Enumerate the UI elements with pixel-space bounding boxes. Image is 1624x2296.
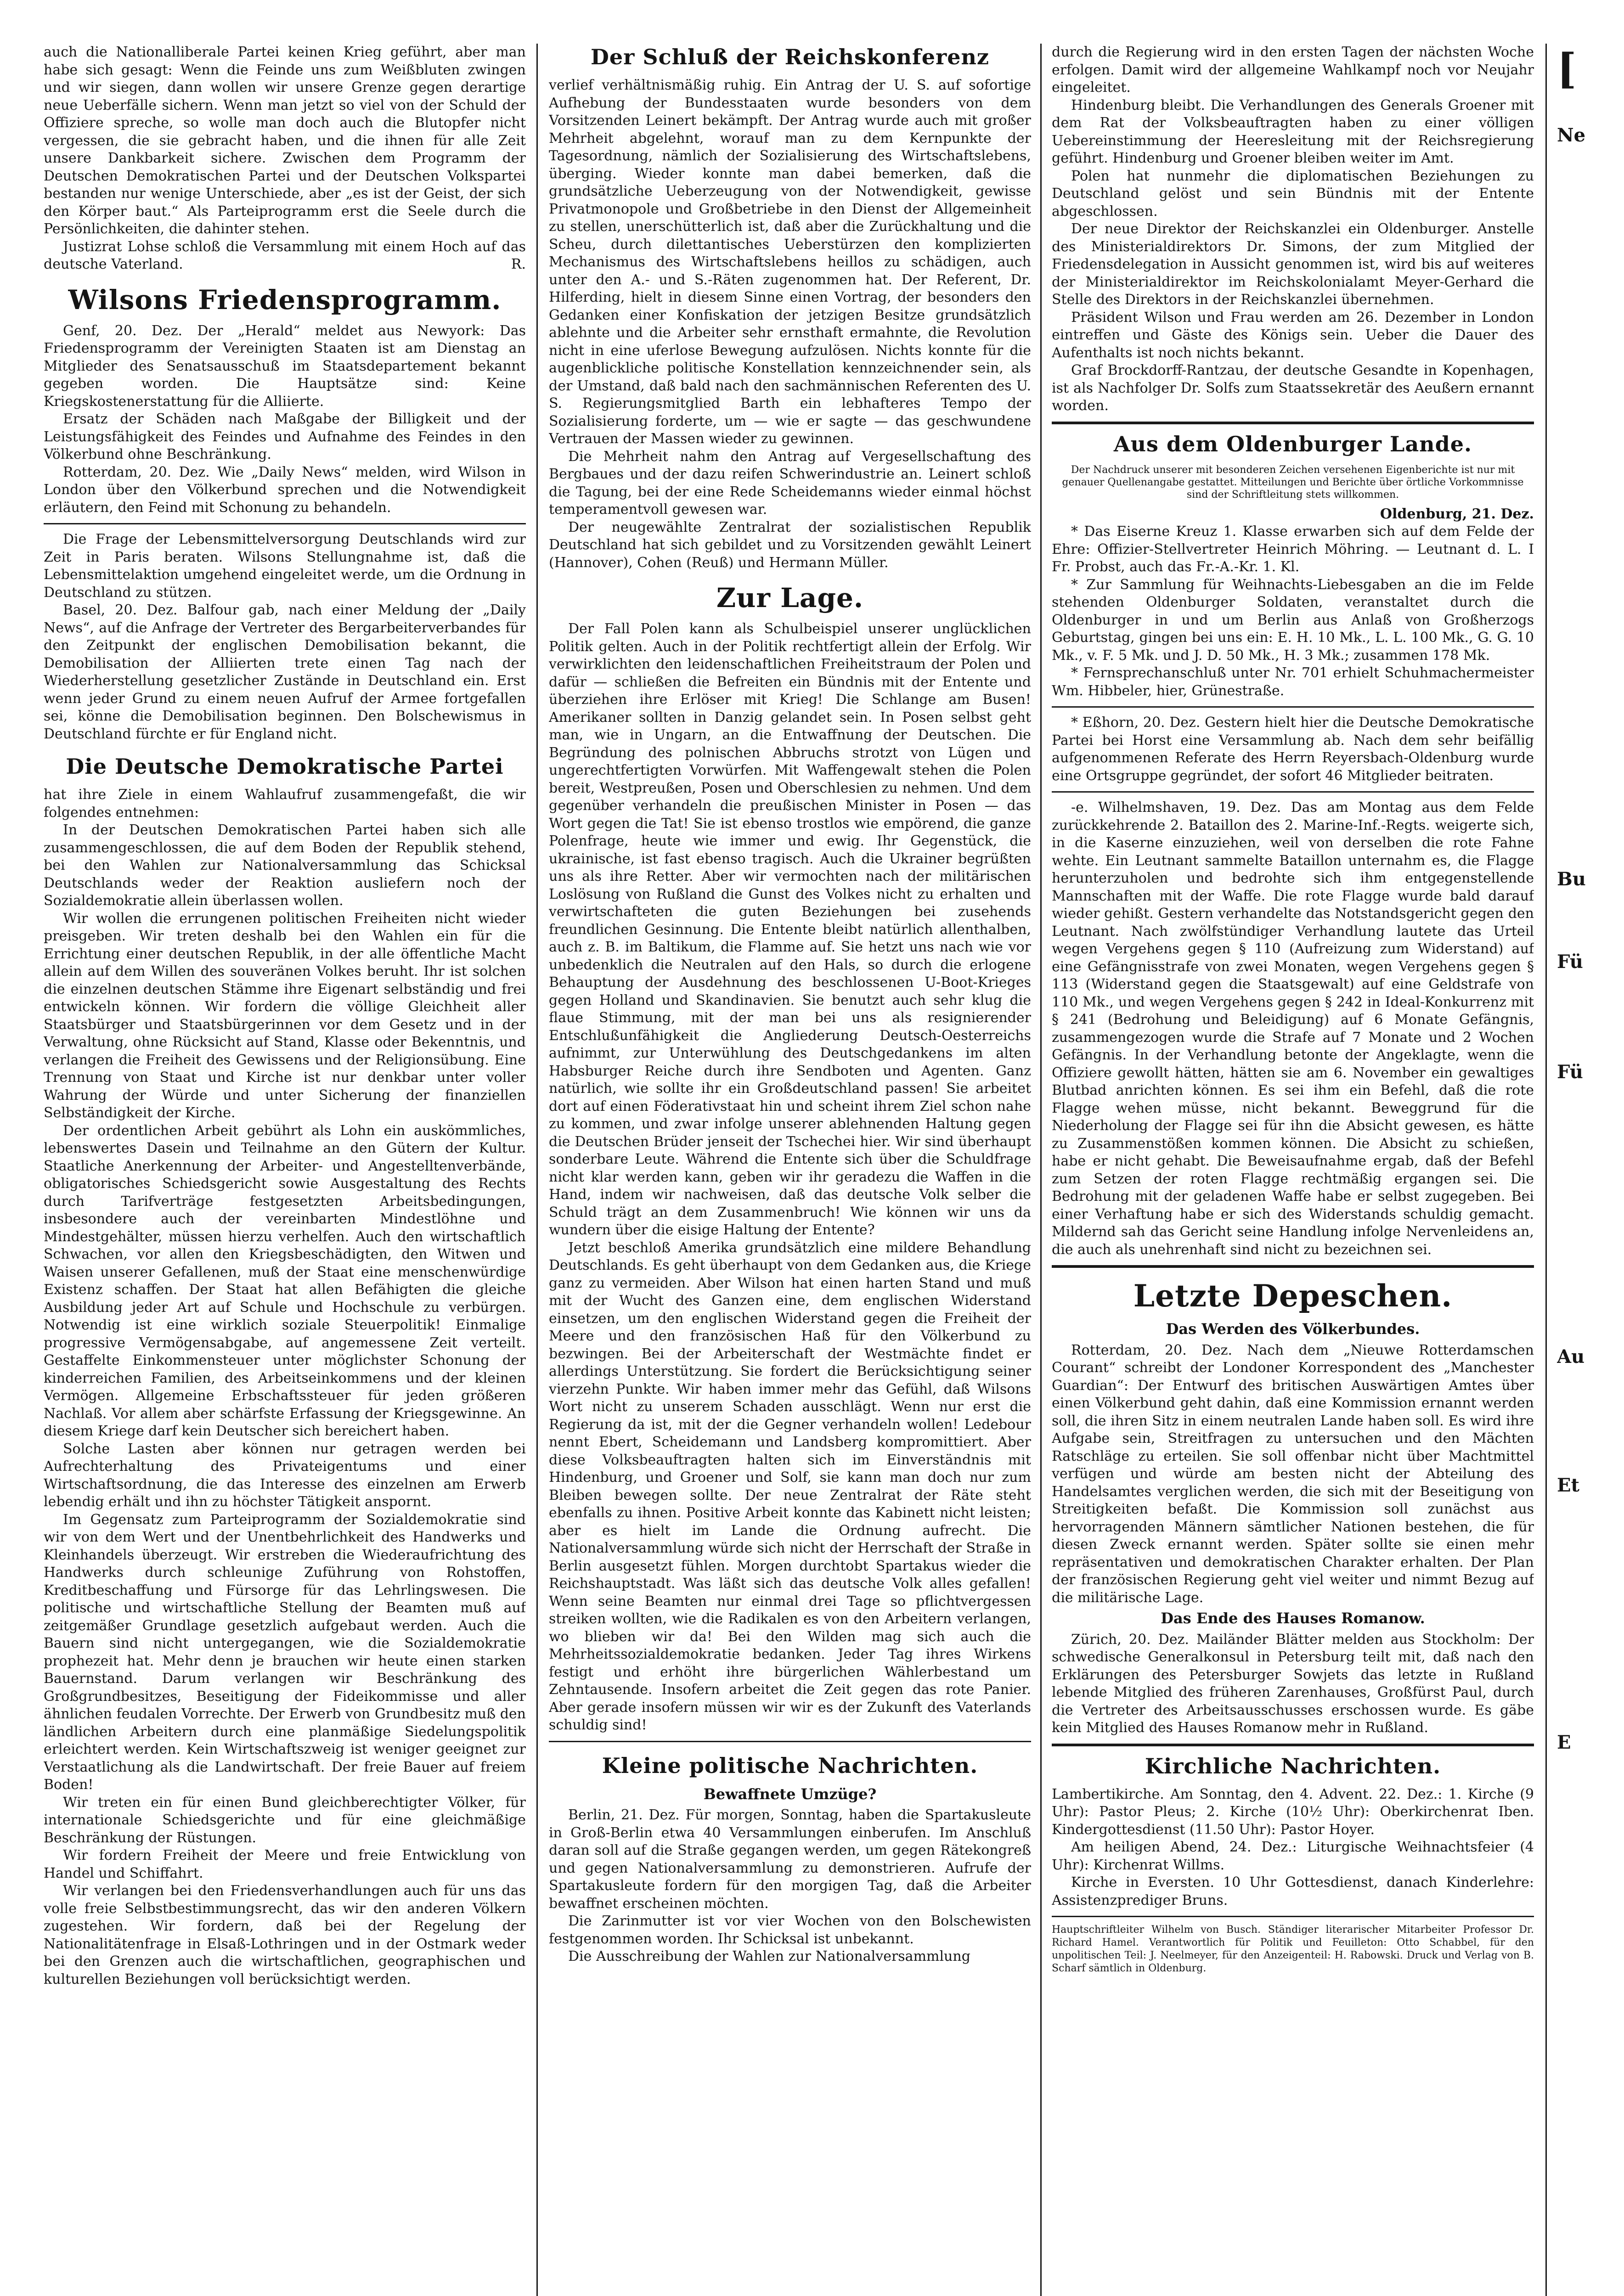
article-text: Am heiligen Abend, 24. Dez.: Liturgische Weihnachtsfeier (4 Uhr): Kirchenrat Willms. [1052,1839,1534,1873]
article-text: Polen hat nunmehr die diplomatischen Beziehungen zu Deutschland gelöst und sein Bündnis mit der Entente abgeschlossen. [1052,168,1534,219]
article-text: Im Gegensatz zum Parteiprogramm der Sozialdemokratie sind wir von dem Wert und der Unentbehrlichkeit des Handwerks und Kleinhandels überzeugt. Wir erstreben die Wiederaufrichtung des Handwerks durch schleunige Zuführung von Rohstoffen, Kreditbeschaffung und Fürsorge für das Lehrlingswesen. Die politische und wirtschaftliche Stellung der Beamten muß auf zeitgemäßer Grundlage gesetzlich aufgebaut werden. Auch die Bauern sind nicht untergegangen, wie die Sozialdemokratie prophezeit hat. Mehr denn je brauchen wir heute einen starken Bauernstand. Darum verlangen wir Beschränkung des Großgrundbesitzes, Beseitigung der Fideikommisse und aller ähnlichen feudalen Vorrechte. Der Erwerb von Grundbesitz muß den ländlichen Arbeitern durch eine planmäßige Siedelungspolitik erleichtert werden. Kein Wirtschaftszweig ist weniger geeignet zur Verstaatlichung als die Landwirtschaft. Der freie Bauer auf freiem Boden! [44,1511,526,1793]
article-text: Der neue Direktor der Reichskanzlei ein Oldenburger. Anstelle des Ministerialdirektors Dr. Simons, der zum Mitglied der Friedensdelegation in Aussicht genommen ist, wird bis auf weiteres der Ministerialdirektor im Reichskolonialamt Meyer-Gerhard die Stelle des Direktors in der Reichskanzlei übernehmen. [1052,221,1534,308]
article-text: Basel, 20. Dez. Balfour gab, nach einer Meldung der „Daily News“, auf die Anfrage der Vertreter des Bergarbeiterverbandes für den Zeitpunkt der englischen Demobilisation bekannt, die Demobilisation der Alliierten trete einen Tag nach der Wiederherstellung gesetzlicher Zustände in Deutschland ein. Erst wenn jeder Grund zu einem neuen Aufruf der Armee fortgefallen sei, könne die Demobilisation beginnen. Den Bolschewismus in Deutschland fürchte er für England nicht. [44,602,526,742]
article-text: verlief verhältnismäßig ruhig. Ein Antrag der U. S. auf sofortige Aufhebung der Bundesstaaten wurde besonders von dem Vorsitzenden Leinert bekämpft. Der Antrag wurde auch mit großer Mehrheit abgelehnt, worauf man zu dem Kernpunkte der Tagesordnung, nämlich der Sozialisierung des Wirtschaftslebens, überging. Wieder konnte man dabei bemerken, daß die grundsätzliche Ueberzeugung von der Notwendigkeit, gewisse Privatmonopole und Großbetriebe in den Dienst der Allgemeinheit zu stellen, unerschütterlich ist, daß aber die Zurückhaltung und die Scheu, durch dilettantisches Ueberstürzen den komplizierten Mechanismus des Wirtschaftslebens heillos zu schädigen, auch unter den A.- und S.-Räten zugenommen hat. Der Referent, Dr. Hilferding, hielt in diesem Sinne einen Vortrag, der besonders den Gedanken einer Konfiskation der jetzigen Besitze grundsätzlich ablehnte und die Arbeiter sehr ernsthaft ermahnte, die Revolution nicht in eine uferlose Bewegung aufzulösen. Nichts konnte für die augenblickliche politische Konstellation kennzeichnender sein, als der Umstand, daß bald nach den sachmännischen Referenten des U. S. Regierungsmitglied Barth ein lebhafteres Tempo der Sozialisierung forderte, um — wie er sagte — das geschwundene Vertrauen der Massen wieder zu gewinnen. [549,77,1031,447]
cropped-text-fragment: Fü [1557,951,1583,973]
divider [1052,1265,1534,1268]
column-1 [44,44,526,2296]
column-3 [1052,44,1534,2296]
article-text: Ersatz der Schäden nach Maßgabe der Billigkeit und der Leistungsfähigkeit des Feindes und Aufnahme des Feindes in den Völkerbund ohne Beschränkung. [44,411,526,462]
divider [1052,1916,1534,1917]
imprint: Hauptschriftleiter Wilhelm von Busch. Ständiger literarischer Mitarbeiter Professor Dr. Richard Hamel. Verantwortlich für Politik und Feuilleton: Otto Schabbel, für den unpolitischen Teil: J. Neelmeyer, für den Anzeigenteil: H. Rabowski. Druck und Verlag von B. Scharf sämtlich in Oldenburg. [1052,1924,1534,1974]
column-rule [1545,44,1547,2296]
article-text: * Eßhorn, 20. Dez. Gestern hielt hier die Deutsche Demokratische Partei bei Horst eine Versammlung ab. Nach dem sehr beifällig aufgenommenen Referate des Herrn Reyersbach-Oldenburg wurde eine Ortsgruppe gegründet, der sofort 46 Mitglieder beitraten. [1052,715,1534,784]
article-text: Graf Brockdorff-Rantzau, der deutsche Gesandte in Kopenhagen, ist als Nachfolger Dr. Solfs zum Staatssekretär des Aeußern ernannt worden. [1052,362,1534,414]
cropped-text-fragment: E [1557,1732,1571,1753]
article-text [44,238,526,274]
article-text: durch die Regierung wird in den ersten Tagen der nächsten Woche erfolgen. Damit wird der allgemeine Wahlkampf noch vor Neujahr eingeleitet. [1052,44,1534,96]
column-4-fragment [1557,44,1624,2296]
article-text: Wir verlangen bei den Friedensverhandlungen auch für uns das volle freie Selbstbestimmungsrecht, das wir den anderen Völkern zugestehen. Wir fordern, daß bei der Regelung der Nationalitätenfrage in Elsaß-Lothringen und in der Ostmark weder bei den Grenzen auch die wirtschaftlichen, geographischen und kulturellen Beziehungen voll berücksichtigt werden. [44,1883,526,1987]
article-text: * Zur Sammlung für Weihnachts-Liebesgaben an die im Felde stehenden Oldenburger Soldaten, veranstaltet durch die Oldenburger in und um Berlin aus Anlaß von Großherzogs Geburtstag, gingen bei uns ein: E. H. 10 Mk., L. L. 100 Mk., G. G. 10 Mk., v. F. 5 Mk. und J. D. 50 Mk., H. 3 Mk.; zusammen 178 Mk. [1052,576,1534,664]
article-text: Solche Lasten aber können nur getragen werden bei Aufrechterhaltung des Privateigentums und einer Wirtschaftsordnung, die das Interesse des einzelnen am Erwerb lebendig erhält und ihn zu höchster Tätigkeit anspornt. [44,1441,526,1510]
divider [1052,706,1534,708]
article-text: Die Mehrheit nahm den Antrag auf Vergesellschaftung des Bergbaues und der dazu reifen Schwerindustrie an. Leinert schloß die Tagung, bei der eine Rede Scheidemanns wieder einmal höchst temperamentvoll gewesen war. [549,448,1031,518]
article-text: Hindenburg bleibt. Die Verhandlungen des Generals Groener mit dem Rat der Volksbeauftragten haben zu einer völligen Uebereinstimmung der Heeresleitung mit der Reichsregierung geführt. Hindenburg und Groener bleiben weiter im Amt. [1052,97,1534,166]
subheadline: Das Werden des Völkerbundes. [1166,1320,1420,1338]
author-initial: R. [511,256,526,272]
article-text: Die Frage der Lebensmittelversorgung Deutschlands wird zur Zeit in Paris beraten. Wilsons Stellungnahme ist, daß die Lebensmittelaktion umgehend eingeleitet werde, um die Ordnung in Deutschland zu stützen. [44,531,526,601]
subheadline: Das Ende des Hauses Romanow. [1161,1609,1425,1627]
subheadline: Bewaffnete Umzüge? [703,1785,877,1803]
divider [1052,422,1534,424]
article-text: Kirche in Eversten. 10 Uhr Gottesdienst, danach Kinderlehre: Assistenzprediger Bruns. [1052,1874,1534,1908]
article-text: Der neugewählte Zentralrat der sozialistischen Republik Deutschland hat sich gebildet und zu Vorsitzenden gewählt Leinert (Hannover), Cohen (Reuß) und Hermann Müller. [549,519,1031,571]
article-text: Der ordentlichen Arbeit gebührt als Lohn ein auskömmliches, lebenswertes Dasein und Teilnahme an den Gütern der Kultur. Staatliche Anerkennung der Arbeiter- und Angestelltenverbände, obligatorisches Schiedsgericht sowie Ausgestaltung des Rechts durch Tarifverträge festgesetzten Arbeitsbedingungen, insbesondere auch der vereinbarten Mindestlöhne und Mindestgehälter, müssen hierzu verhelfen. Auch den wirtschaftlich Schwachen, vor allen den Kriegsbeschädigten, den Witwen und Waisen unserer Gefallenen, muß der Staat eine menschenwürdige Existenz schaffen. Der Staat hat allen Befähigten die gleiche Ausbildung jeder Art auf Schule und Hochschule zu verbürgen. Notwendig ist eine wirklich soziale Steuerpolitik! Einmalige progressive Vermögensabgabe, auf angemessene Zeit verteilt. Gestaffelte Einkommensteuer unter möglichster Schonung der kinderreichen Familien, des Arbeitseinkommens und der kleinen Vermögen. Allgemeine Erbschaftssteuer für jeden größeren Nachlaß. Vor allem aber schärfste Erfassung der Kriegsgewinne. An diesem Kriege darf kein Deutscher sich bereichert haben. [44,1122,526,1439]
article-text: Wir wollen die errungenen politischen Freiheiten nicht wieder preisgeben. Wir treten deshalb bei den Wahlen ein für die Errichtung einer deutschen Republik, in der alle öffentliche Macht allein auf dem Willen des souveränen Volkes beruht. Ihr ist solchen die einzelnen deutschen Stämme ihre Eigenart selbständig und frei entwickeln können. Wir fordern die völlige Gleichheit aller Staatsbürger und Staatsbürgerinnen vor dem Gesetz und in der Verwaltung, ohne Rücksicht auf Stand, Klasse oder Bekenntnis, und verlangen die Freiheit des Gewissens und der Religionsübung. Eine Trennung von Staat und Kirche ist nur denkbar unter voller Wahrung der Würde und unter Sicherung der finanziellen Selbständigkeit der Kirche. [44,910,526,1121]
divider [1052,1744,1534,1746]
headline-oldenburger-lande: Aus dem Oldenburger Lande. [1113,431,1472,456]
cropped-text-fragment: Au [1557,1346,1585,1367]
divider [1052,791,1534,793]
article-text: Berlin, 21. Dez. Für morgen, Sonntag, haben die Spartakusleute in Groß-Berlin etwa 40 Versammlungen einberufen. Im Anschluß daran soll auf die Straße gegangen werden, um gegen Rätekongreß und gegen Nationalversammlung zu demonstrieren. Aufrufe der Spartakusleute fordern für den morgigen Tag, daß die Arbeiter bewaffnet erscheinen möchten. [549,1807,1031,1912]
article-text: Genf, 20. Dez. Der „Herald“ meldet aus Newyork: Das Friedensprogramm der Vereinigten Staaten ist am Dienstag an Mitglieder des Senatsausschuß im Staatsdepartement bekannt gegeben worden. Die Hauptsätze sind: Keine Kriegskostenerstattung für die Alliierte. [44,322,526,410]
article-text: -e. Wilhelmshaven, 19. Dez. Das am Montag aus dem Felde zurückkehrende 2. Bataillon des 2. Marine-Inf.-Regts. weigerte sich, in die Kaserne einzuziehen, weil von derselben die rote Fahne wehte. Ein Leutnant sammelte Bataillon unternahm es, die Flagge herunterzuholen und bedrohte sich ihm entgegenstellende Mannschaften mit der Waffe. Die rote Flagge wurde bald darauf wieder gehißt. Gestern verhandelte das Notstandsgericht gegen den Leutnant. Nach zwölfstündiger Verhandlung lautete das Urteil wegen Vergehens gegen § 110 (Aufreizung zum Widerstand) auf eine Gefängnisstrafe von zwei Monaten, wegen Vergehens gegen § 113 (Widerstand gegen die Staatsgewalt) auf eine Geldstrafe von 110 Mk., und wegen Vergehens gegen § 242 in Ideal-Konkurrenz mit § 241 (Bedrohung und Beleidigung) auf 6 Monate Gefängnis, zusammengezogen wurde die Strafe auf 7 Monate und 2 Wochen Gefängnis. In der Verhandlung betonte der Angeklagte, wenn die Offiziere gewollt hätten, hätten sie am 6. November ein gewaltiges Blutbad anrichten können. Es sei ihm ein Befehl, daß die rote Flagge wehen müsse, nicht bekannt. Beweggrund für die Niederholung der Flagge sei für ihn die Absicht gewesen, es hätte zu Zusammenstößen kommen können. Die Absicht zu schießen, habe er nicht gehabt. Die Beweisaufnahme ergab, daß der Befehl zum Setzen der roten Flagge rechtmäßig ergangen sei. Die Bedrohung mit der geladenen Waffe habe er selbst zugegeben. Bei einer Verhaftung habe er sich des Widerstands schuldig gemacht. Mildernd sah das Gericht seine Handlung infolge Nervenleidens an, die auch als unehrenhaft sind nicht zu bezeichnen sei. [1052,799,1534,1258]
headline-wilson: Wilsons Friedensprogramm. [68,284,502,315]
dateline: Oldenburg, 21. Dez. [1380,506,1534,522]
cropped-text-fragment: Ne [1557,124,1586,146]
article-text: Wir treten ein für einen Bund gleichberechtigter Völker, für internationale Schiedsgerichte und für eine gleichmäßige Beschränkung der Rüstungen. [44,1794,526,1846]
article-text-span: Justizrat Lohse schloß die Versammlung mit einem Hoch auf das deutsche Vaterland. [44,238,526,272]
headline-letzte-depeschen: Letzte Depeschen. [1133,1278,1453,1314]
article-text: Der Fall Polen kann als Schulbeispiel unserer unglücklichen Politik gelten. Auch in der Politik rechtfertigt allein der Erfolg. Wir verwirklichten den leidenschaftlichen Freiheitstraum der Polen und dafür — schließen die Befreiten ein Bündnis mit der Entente und überziehen ihre Erlöser mit Krieg! Die Schlange am Busen! Amerikaner sollten in Danzig gelandet sein. In Posen selbst geht man, wie in Ungarn, an die Entwaffnung der Deutschen. Die Begründung des polnischen Abbruchs strotzt von Lügen und ungerechtfertigten Vorwürfen. Mit Waffengewalt stehen die Polen bereit, Westpreußen, Posen und Oberschlesien zu nehmen. Und dem gegenüber verhandeln die preußischen Minister in Posen — das Wort gegen die Tat! Sie ist ebenso trostlos wie empörend, die ganze Polenfrage, heute wie immer und ewig. Ihr Gegenstück, die ukrainische, ist fast ebenso tragisch. Auch die Ukrainer begrüßten uns als ihre Retter. Aber wir vermochten nach der militärischen Loslösung von Rußland die Gunst des Volkes nicht zu erhalten und verwirtschafteten die guten Beziehungen bei zusehends freundlichen Gesinnung. Die Entente bleibt natürlich allenthalben, auch z. B. im Baltikum, die Flamme auf. Sie hetzt uns nach wie vor unbedenklich die Neutralen auf den Hals, so durch die erlogene Behauptung der Ausdehnung des beschlossenen U-Boot-Krieges gegen Holland und Skandinavien. Sie benutzt auch sehr klug die flaue Stimmung, mit der man bei uns als resignierender Entschlußunfähigkeit die Angliederung Deutsch-Oesterreichs aufnimmt, zur Unterwühlung des Deutschgedankens im alten Habsburger Reiche durch ihre Sendboten und Agenten. Ganz natürlich, wie sollte ihr ein Großdeutschland passen! Sie arbeitet dort auf einen Föderativstaat hin und scheint ihrem Ziel schon nahe zu kommen, und zwar infolge unserer ablehnenden Haltung gegen die Deutschen Brüder jenseit der Tschechei hier. Wir sind überhaupt sonderbare Leute. Während die Entente sich über die Schuldfrage nicht klar werden kann, geben wir ihr geradezu die Waffen in die Hand, indem wir nachweisen, daß das deutsche Volk selber die Schuld trägt an dem Zusammenbruch! Wie können wir uns da wundern über die eisige Haltung der Entente? [549,621,1031,1238]
cropped-heading-fragment: [ [1557,45,1577,93]
article-text: hat ihre Ziele in einem Wahlaufruf zusammengefaßt, die wir folgendes entnehmen: [44,787,526,821]
article-text: Rotterdam, 20. Dez. Nach dem „Nieuwe Rotterdamschen Courant“ schreibt der Londoner Korrespondent des „Manchester Guardian“: Der Entwurf des britischen Auswärtigen Amtes über einen Völkerbund geht dahin, daß eine Kommission ernannt werden soll, die ihren Sitz in einem neutralen Lande haben soll. Es wird ihre Aufgabe sein, Streitfragen zu untersuchen und den Mächten Ratschläge zu erteilen. Sie soll offenbar nicht über Machtmittel verfügen und würde am besten nicht der Abteilung des Handelsamtes verglichen werden, die sich mit der Beseitigung von Streitigkeiten befaßt. Die Kommission soll zunächst aus hervorragenden Männern sämtlicher Nationen bestehen, die für diesen Zweck ernannt werden. Später sollte sie einen mehr repräsentativen und demokratischen Charakter erhalten. Der Plan der französischen Regierung geht viel weiter und nimmt Bezug auf die militärische Lage. [1052,1342,1534,1606]
article-text: Rotterdam, 20. Dez. Wie „Daily News“ melden, wird Wilson in London über den Völkerbund sprechen und die Notwendigkeit erläutern, den Feind mit Schonung zu behandeln. [44,464,526,516]
article-text: * Das Eiserne Kreuz 1. Klasse erwarben sich auf dem Felde der Ehre: Offizier-Stellvertreter Heinrich Möhring. — Leutnant d. L. I Fr. Probst, auch das Fr.-A.-Kr. 1. Kl. [1052,523,1534,575]
column-rule [536,44,538,2296]
article-text: Die Ausschreibung der Wahlen zur Nationalversammlung [568,1948,970,1964]
cropped-text-fragment: Fü [1557,1061,1583,1083]
headline-reichskonferenz: Der Schluß der Reichskonferenz [590,45,990,69]
divider [549,1741,1031,1742]
headline-kleine-nachrichten: Kleine politische Nachrichten. [602,1753,978,1778]
headline-kirchliche-nachrichten: Kirchliche Nachrichten. [1145,1753,1441,1778]
reprint-notice: Der Nachdruck unserer mit besonderen Zeichen versehenen Eigenberichte ist nur mit genauer Quellenangabe gestattet. Mitteilungen und Berichte über örtliche Vorkommnisse sind der Schriftleitung stets willkommen. [1062,464,1524,501]
column-2 [549,44,1031,2296]
column-rule [1040,44,1042,2296]
divider [44,523,526,524]
article-text: Präsident Wilson und Frau werden am 26. Dezember in London eintreffen und Gäste des Königs sein. Ueber die Dauer des Aufenthalts ist noch nichts bekannt. [1052,309,1534,361]
article-text: Wir fordern Freiheit der Meere und freie Entwicklung von Handel und Schiffahrt. [44,1847,526,1881]
article-text: Lambertikirche. Am Sonntag, den 4. Advent. 22. Dez.: 1. Kirche (9 Uhr): Pastor Pleus; 2. Kirche (10½ Uhr): Oberkirchenrat Iben. Kindergottesdienst (11.50 Uhr): Pastor Hoyer. [1052,1786,1534,1838]
cropped-text-fragment: Bu [1557,868,1586,890]
article-text: Die Zarinmutter ist vor vier Wochen von den Bolschewisten festgenommen worden. Ihr Schicksal ist unbekannt. [549,1913,1031,1947]
article-text: Zürich, 20. Dez. Mailänder Blätter melden aus Stockholm: Der schwedische Generalkonsul in Petersburg teilt mit, daß nach den Erklärungen des Petersburger Sowjets das letzte in Rußland lebende Mitglied des früheren Zarenhauses, Großfürst Paul, durch die Vertreter des Arbeitsausschusses erschossen wurde. Es gäbe kein Mitglied des Hauses Romanow mehr in Rußland. [1052,1631,1534,1736]
headline-zur-lage: Zur Lage. [716,582,864,613]
cropped-text-fragment: Et [1557,1474,1579,1496]
article-text: * Fernsprechanschluß unter Nr. 701 erhielt Schuhmachermeister Wm. Hibbeler, hier, Grünestraße. [1052,665,1534,699]
article-text: In der Deutschen Demokratischen Partei haben sich alle zusammengeschlossen, die auf dem Boden der Republik stehend, bei den Wahlen zur Nationalversammlung das Schicksal Deutschlands weder der Reaktion ausliefern noch der Sozialdemokratie allein überlassen wollen. [44,822,526,909]
headline-ddp: Die Deutsche Demokratische Partei [66,754,504,779]
article-text: auch die Nationalliberale Partei keinen Krieg geführt, aber man habe sich gesagt: Wenn die Feinde uns zum Weißbluten zwingen und wir siegen, dann wollen wir unsere Grenze gegen derartige neue Ueberfälle sichern. Wenn man jetzt so viel von der Schuld der Offiziere spreche, so wolle man doch auch die Blutopfer nicht vergessen, die sie gebracht haben, und die ihnen für alle Zeit unsere Dankbarkeit sichere. Zwischen dem Programm der Deutschen Demokratischen Partei und der Deutschen Volkspartei bestanden nur wenige Unterschiede, aber „es ist der Geist, der sich den Körper baut.“ Als Parteiprogramm erst die Seele durch die Persönlichkeiten, die dahinter stehen. [44,44,526,237]
article-text: Jetzt beschloß Amerika grundsätzlich eine mildere Behandlung Deutschlands. Es geht überhaupt von dem Gedanken aus, die Kriege ganz zu vermeiden. Aber Wilson hat einen harten Stand und muß mit der Wucht des Ganzen eine, dem englischen Widerstand einsetzen, um den englischen Widerstand gegen die Freiheit der Meere und den französischen Haß für den Völkerbund zu bezwingen. Bei der Arbeiterschaft der Westmächte findet er allerdings Unterstützung. Sie fordert die Berücksichtigung seiner vierzehn Punkte. Wir haben immer mehr das Gefühl, daß Wilsons Wort nicht zu unserem Schaden ausschlägt. Wenn nur erst die Regierung da ist, mit der die Gegner verhandeln wollen! Ledebour nennt Ebert, Scheidemann und Landsberg kompromittiert. Aber diese Volksbeauftragten halten sich im Einverständnis mit Hindenburg, und Groener und Solf, sie kann man doch nur zum Bleiben bewegen sollte. Der neue Zentralrat der Räte steht ebenfalls zu ihnen. Positive Arbeit konnte das Kabinett nicht leisten; aber es hielt im Lande die Ordnung aufrecht. Die Nationalversammlung würde sich nicht der Herrschaft der Straße in Berlin ausgesetzt fühlen. Morgen durchtobt Spartakus wieder die Reichshauptstadt. Was läßt sich das deutsche Volk alles gefallen! Wenn seine Beamten nur einmal drei Tage so pflichtvergessen streiken wollten, wie die Radikalen es von den Arbeitern verlangen, wo blieben wir da! Bei den Wilden mag sich auch die Mehrheitssozialdemokratie bedanken. Jeder Tag ihres Wirkens festigt und erhöht ihre bürgerlichen Wählerbestand um Zehntausende. Insofern arbeitet die Zeit gegen das rote Panier. Aber gerade insofern müssen wir wir es der Zukunft des Vaterlands schuldig sind! [549,1239,1031,1733]
